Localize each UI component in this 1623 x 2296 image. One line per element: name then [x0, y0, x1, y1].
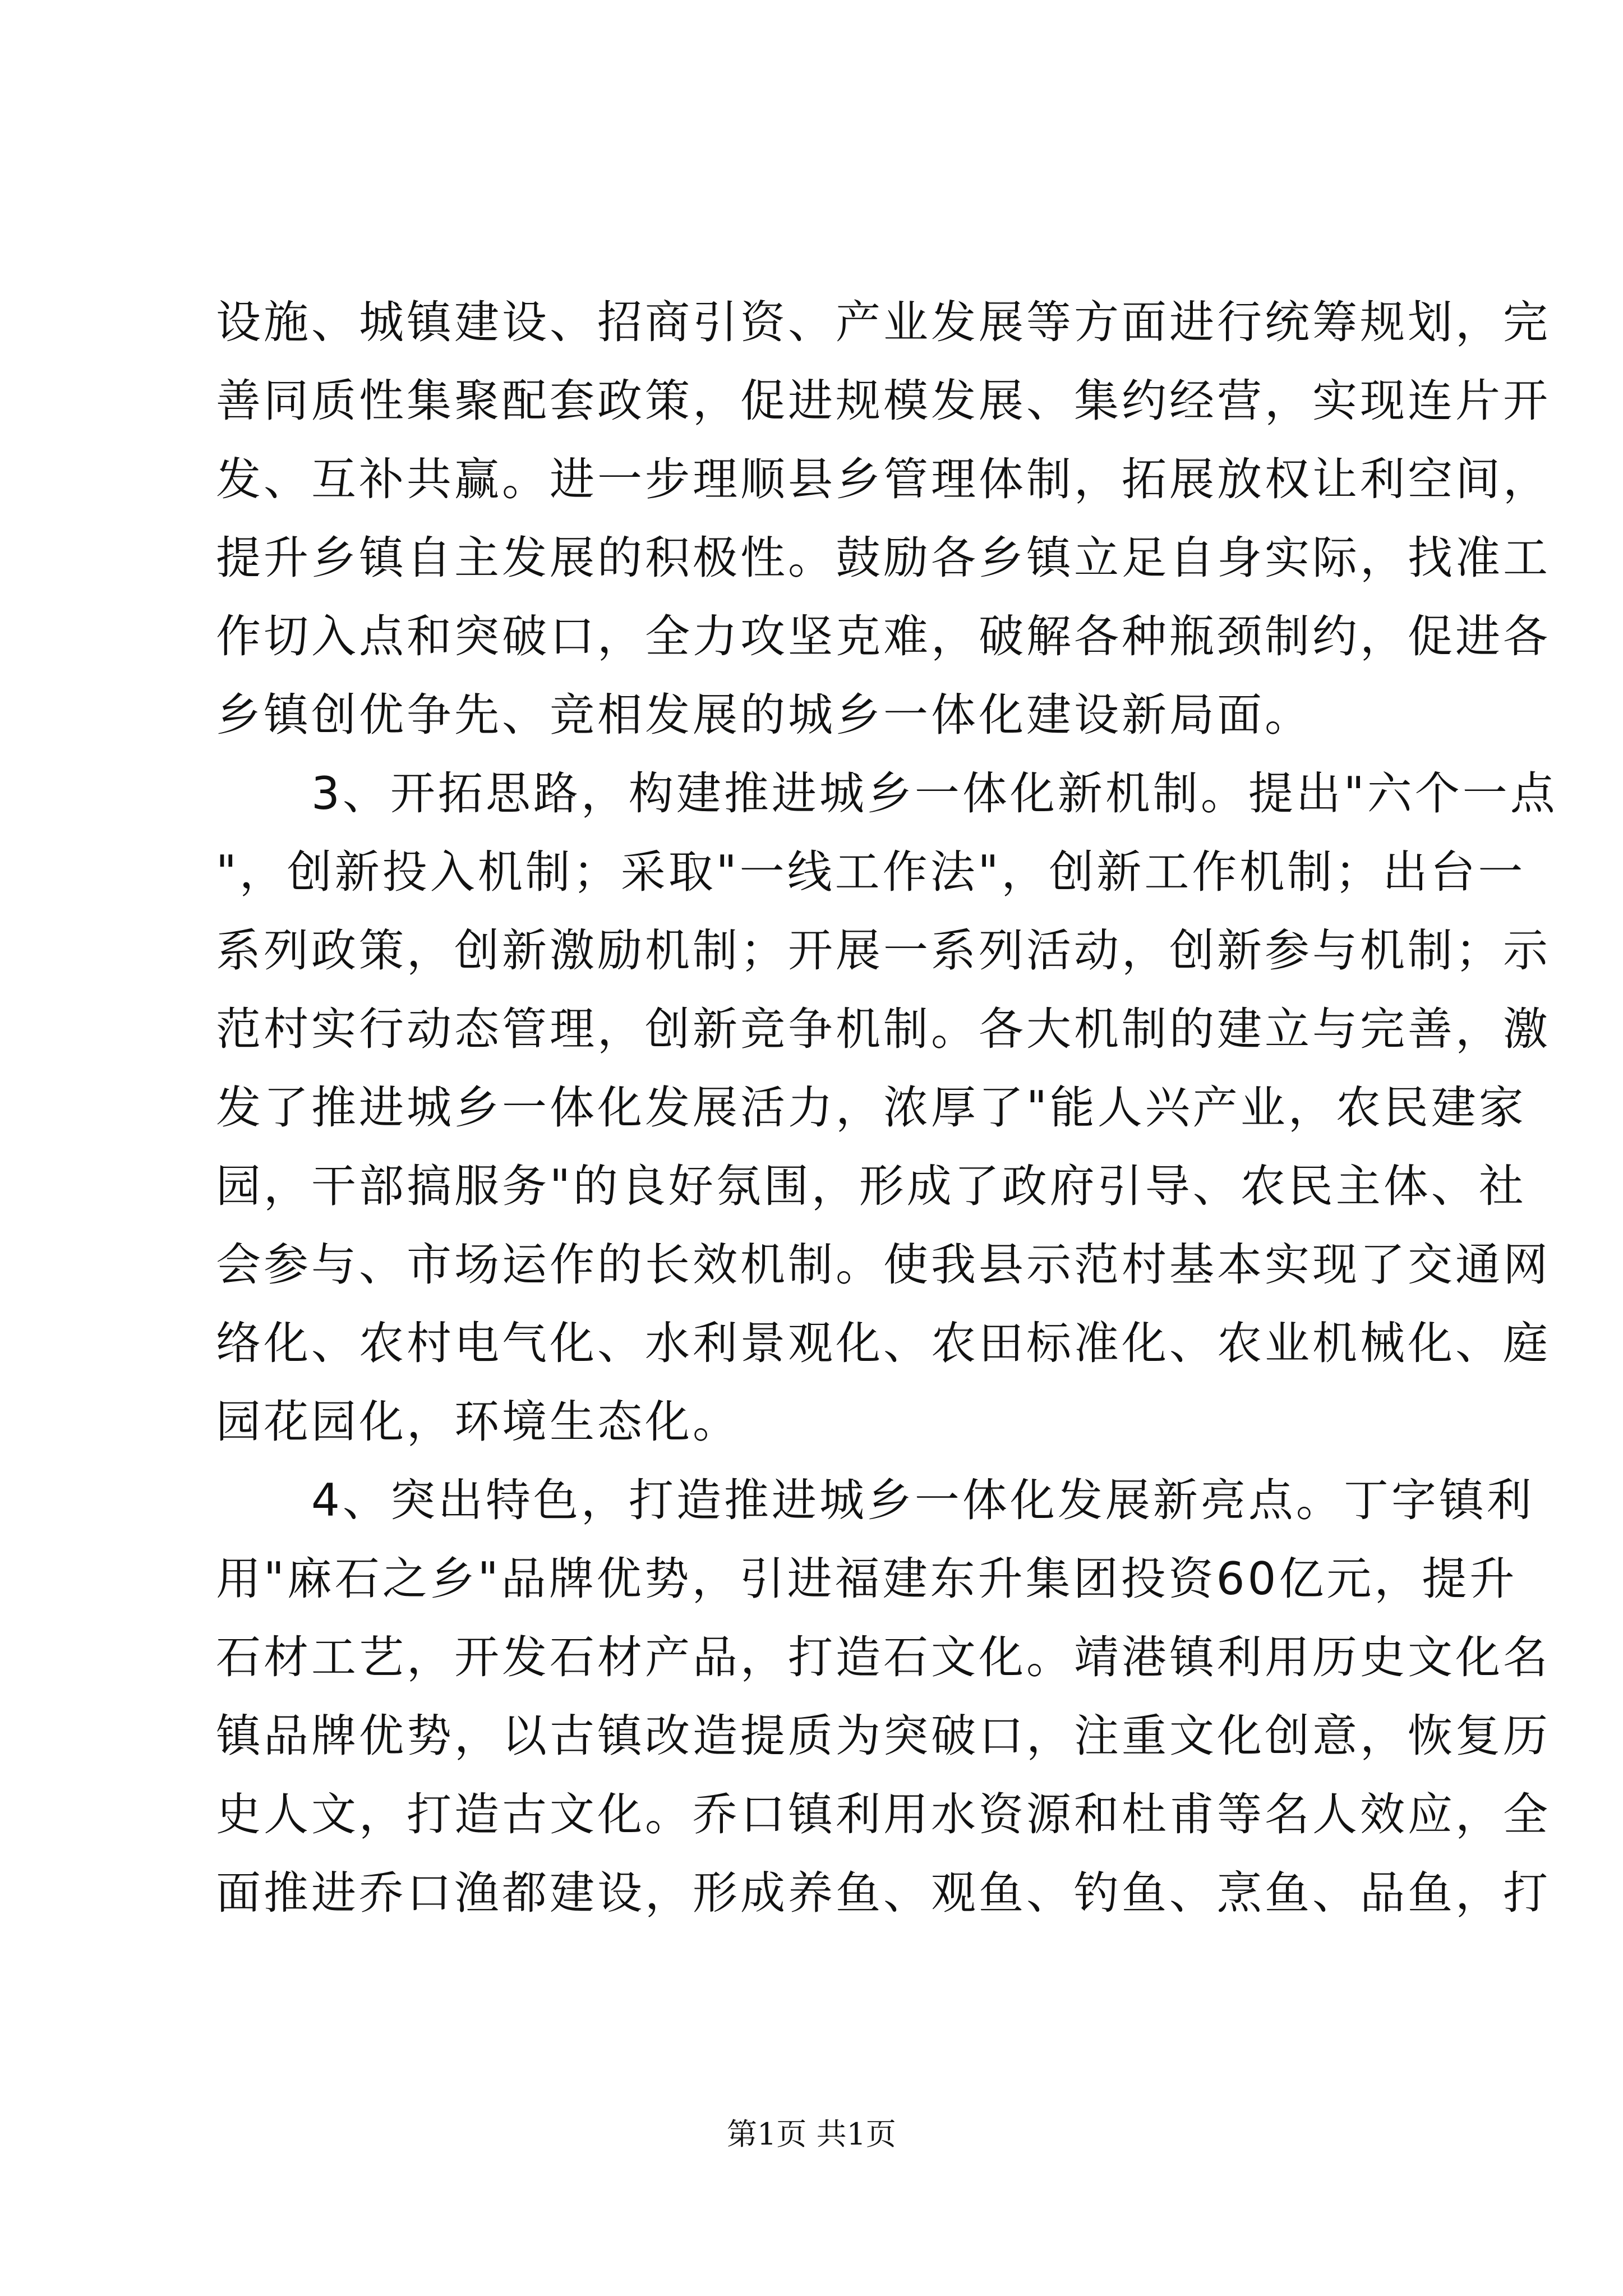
- text-line: 4、突出特色，打造推进城乡一体化发展新亮点。丁字镇利: [216, 1474, 1534, 1526]
- text-line: 范村实行动态管理，创新竞争机制。各大机制的建立与完善，激: [216, 1003, 1551, 1055]
- text-line: 园花园化，环境生态化。: [216, 1396, 740, 1448]
- text-line: 面推进乔口渔都建设，形成养鱼、观鱼、钓鱼、烹鱼、品鱼，打: [216, 1867, 1551, 1919]
- text-line: 发了推进城乡一体化发展活力，浓厚了"能人兴产业，农民建家: [216, 1082, 1527, 1134]
- text-line: 提升乡镇自主发展的积极性。鼓励各乡镇立足自身实际，找准工: [216, 532, 1551, 584]
- text-line: 乡镇创优争先、竞相发展的城乡一体化建设新局面。: [216, 689, 1312, 741]
- text-line: 作切入点和突破口，全力攻坚克难，破解各种瓶颈制约，促进各: [216, 610, 1551, 662]
- text-line: 史人文，打造古文化。乔口镇利用水资源和杜甫等名人效应，全: [216, 1788, 1551, 1841]
- text-line: 善同质性集聚配套政策，促进规模发展、集约经营，实现连片开: [216, 375, 1551, 427]
- text-line: 络化、农村电气化、水利景观化、农田标准化、农业机械化、庭: [216, 1317, 1551, 1369]
- text-line: 用"麻石之乡"品牌优势，引进福建东升集团投资60亿元，提升: [216, 1553, 1518, 1605]
- text-line: 系列政策，创新激励机制；开展一系列活动，创新参与机制；示: [216, 924, 1551, 977]
- text-line: 镇品牌优势，以古镇改造提质为突破口，注重文化创意，恢复历: [216, 1710, 1551, 1762]
- text-line: 3、开拓思路，构建推进城乡一体化新机制。提出"六个一点: [216, 767, 1558, 820]
- text-line: 石材工艺，开发石材产品，打造石文化。靖港镇利用历史文化名: [216, 1631, 1551, 1683]
- text-line: 设施、城镇建设、招商引资、产业发展等方面进行统筹规划，完: [216, 296, 1551, 348]
- text-line: 发、互补共赢。进一步理顺县乡管理体制，拓展放权让利空间，: [216, 453, 1551, 505]
- page-footer: 第1页 共1页: [727, 2116, 896, 2152]
- text-line: 园，干部搞服务"的良好氛围，形成了政府引导、农民主体、社: [216, 1160, 1527, 1212]
- text-line: "，创新投入机制；采取"一线工作法"，创新工作机制；出台一: [216, 846, 1526, 898]
- text-line: 会参与、市场运作的长效机制。使我县示范村基本实现了交通网: [216, 1239, 1551, 1291]
